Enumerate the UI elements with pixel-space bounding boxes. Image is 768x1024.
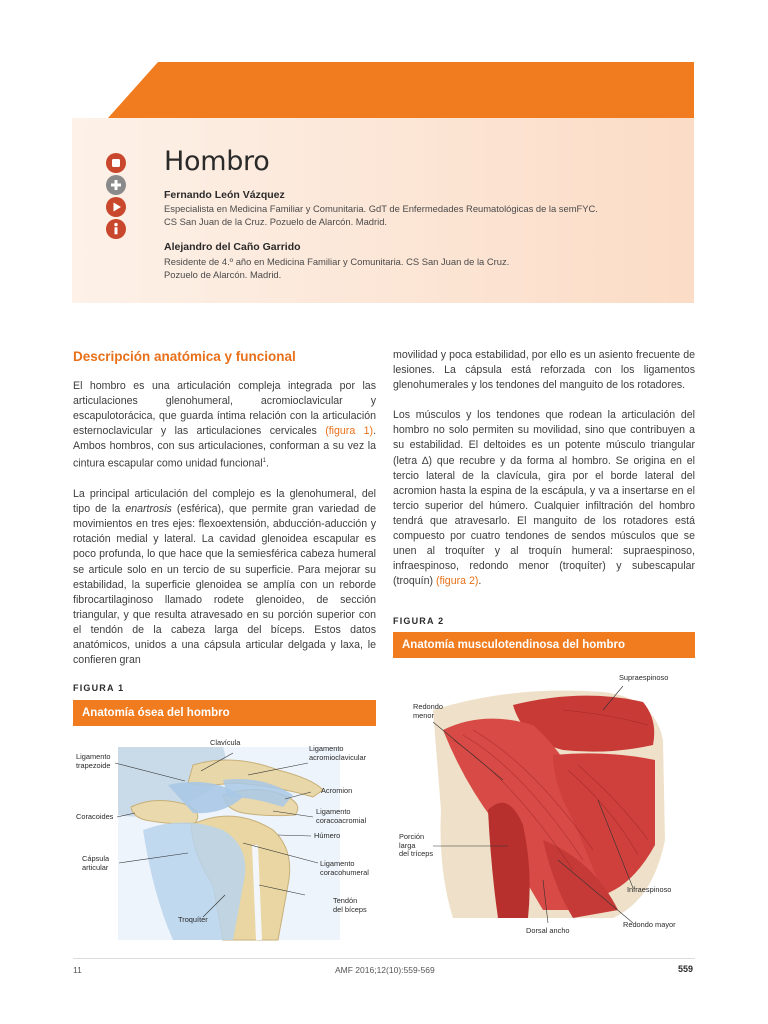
label-redondo-mayor: Redondo mayor bbox=[623, 920, 676, 929]
paragraph: La principal articulación del complejo es la glenohumeral, del tipo de la enartrosis (esférica), que permite gran variedad de movimientos en tres ejes: flexoextensión, abducción-aducción y rotación medial y lateral. La cavidad glenoidea escapular es poco profunda, lo que hace que la semiesférica cabeza humeral se articule solo en un tercio de su superficie. Para mejorar su estabilidad, la superficie glenoidea se amplía con un reborde fibrocartilaginoso llamado rodete glenoideo, de sección triangular, y que resulta atravesado en su porción superior con el tendón de la cabeza larga del bíceps. Estos datos anatómicos, unidos a una cápsula articular delgada y laxa, le confieren gran bbox=[73, 488, 376, 667]
figure-1-label: FIGURA 1 bbox=[73, 683, 125, 693]
stop-icon[interactable] bbox=[106, 153, 126, 173]
plus-icon[interactable] bbox=[106, 175, 126, 195]
info-icon[interactable] bbox=[106, 219, 126, 239]
page-title: Hombro bbox=[164, 146, 270, 177]
label-ligamento-acromioclavicular: Ligamento acromioclavicular bbox=[309, 744, 367, 762]
label-tendon-biceps: Tendón del bíceps bbox=[333, 896, 367, 914]
label-acromion: Acromion bbox=[321, 786, 353, 795]
label-porcion-larga-triceps: Porción larga del tríceps bbox=[399, 832, 434, 859]
author-name: Fernando León Vázquez bbox=[164, 189, 285, 201]
section-heading: Descripción anatómica y funcional bbox=[73, 349, 296, 364]
play-icon[interactable] bbox=[106, 197, 126, 217]
paragraph: El hombro es una articulación compleja integrada por las articulaciones glenohumeral, acromioclavicular y escapulotorácica, que guarda íntima relación con la articulación esternoclavicular y las articulaciones cervicales (figura 1). Ambos hombros, con sus articulaciones, conforman a su vez la cintura escapular como unidad funcional$^1$. bbox=[73, 380, 377, 470]
label-humero: Húmero bbox=[314, 831, 341, 840]
label-ligamento-coracoacromial: Ligamento coracoacromial bbox=[316, 807, 367, 825]
footer-citation: AMF 2016;12(10):559-569 bbox=[335, 965, 435, 975]
figure-2-title: Anatomía musculotendinosa del hombro bbox=[393, 632, 695, 658]
label-redondo-menor: Redondo menor bbox=[413, 702, 443, 720]
paragraph: movilidad y poca estabilidad, por ello es un asiento frecuente de lesiones. La cápsula está reforzada con los ligamentos glenohumerales y los tendones del manguito de los rotadores. bbox=[393, 349, 695, 392]
label-ligamento-trapezoide: Ligamento trapezoide bbox=[76, 752, 111, 770]
label-troquiter: Troquíter bbox=[178, 915, 208, 924]
figure-1-reference[interactable]: (figura 1) bbox=[325, 425, 374, 438]
figure-2-reference[interactable]: (figura 2) bbox=[435, 575, 479, 588]
figure-2-illustration bbox=[393, 670, 695, 945]
label-clavicula: Clavícula bbox=[210, 738, 241, 747]
author-affiliation: Residente de 4.º año en Medicina Familiar y Comunitaria. CS San Juan de la Cruz. Pozuelo de Alarcón. Madrid. bbox=[164, 256, 510, 280]
footer-issue: 11 bbox=[73, 965, 82, 975]
shoulder-bone-illustration bbox=[73, 735, 376, 955]
label-coracoides: Coracoides bbox=[76, 812, 114, 821]
header-banner bbox=[108, 62, 694, 118]
figure-1-title: Anatomía ósea del hombro bbox=[73, 700, 376, 726]
label-infraespinoso: Infraespinoso bbox=[627, 885, 672, 894]
author-name: Alejandro del Caño Garrido bbox=[164, 241, 301, 253]
paragraph: Los músculos y los tendones que rodean la articulación del hombro no solo permiten su movilidad, sino que contribuyen a su estabilidad. El deltoides es un potente músculo triangular (letra ∆) que recubre y da forma al hombro. Se origina en el tercio lateral de la clavícula, gira por el borde lateral del acromion hasta la espina de la escápula, y va a insertarse en el tercio superior del húmero. Cualquier infiltración del hombro tendrá que atravesarlo. El manguito de los rotadores está compuesto por cuatro tendones de sendos músculos que se unen al troquíter y al troquín humeral: supraespinoso, infraespinoso, redondo menor (troquíter) y subescapular (troquín) (figura 2). bbox=[393, 409, 695, 588]
right-column-text bbox=[393, 348, 695, 604]
page-number: 559 bbox=[678, 964, 694, 974]
icon-column bbox=[106, 153, 126, 241]
footer-divider bbox=[73, 958, 695, 959]
figure-2-label: FIGURA 2 bbox=[393, 616, 445, 626]
left-column-text bbox=[73, 379, 376, 683]
label-ligamento-coracohumeral: Ligamento coracohumeral bbox=[320, 859, 369, 877]
label-supraespinoso: Supraespinoso bbox=[619, 673, 669, 682]
figure-1-illustration bbox=[73, 735, 376, 955]
label-capsula-articular: Cápsula articular bbox=[82, 854, 110, 872]
label-dorsal-ancho: Dorsal ancho bbox=[526, 926, 570, 935]
author-affiliation: Especialista en Medicina Familiar y Comunitaria. GdT de Enfermedades Reumatológicas de la semFYC. CS San Juan de la Cruz. Pozuelo de Alarcón. Madrid. bbox=[164, 203, 598, 227]
